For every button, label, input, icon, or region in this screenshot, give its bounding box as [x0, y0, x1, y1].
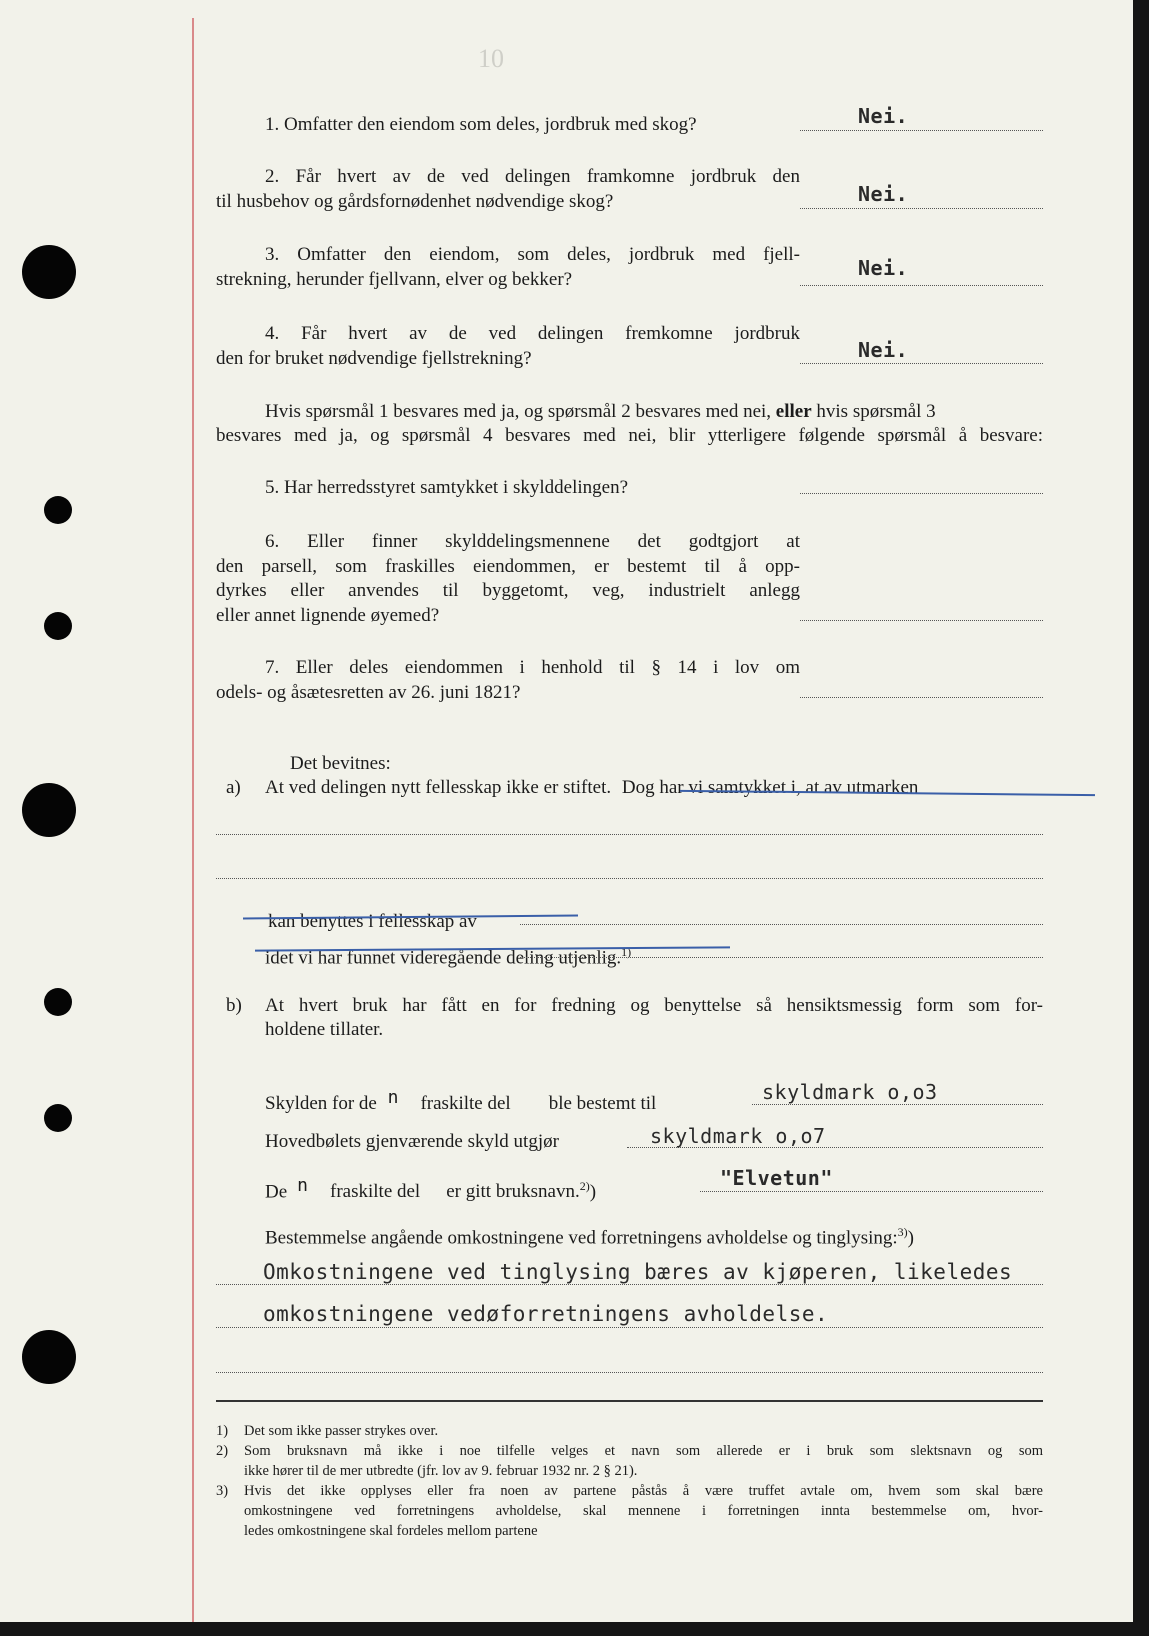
- footnote-3-line-2: omkostningene ved forretningens avholdelse, skal mennene i forretningen innta bestemmelse om, hvor-: [244, 1503, 1043, 1519]
- fill-line: [752, 1104, 1043, 1105]
- footnote-separator: [216, 1400, 1043, 1402]
- footnote-3-mark: 3): [216, 1483, 229, 1499]
- punch-hole: [22, 1330, 76, 1384]
- punch-hole: [44, 988, 72, 1016]
- item-b-line-1: At hvert bruk har fått en for fredning og benyttelse så hensiktsmessig form som for-: [265, 995, 1043, 1016]
- fill-line: [700, 1191, 1043, 1192]
- footnote-1-mark: 1): [216, 1423, 229, 1439]
- hovedbol-value: skyldmark o,o7: [650, 1124, 826, 1148]
- omkostning-line-2: omkostningene vedøforretningens avholdelse.: [263, 1302, 829, 1326]
- footnote-3-line-3: ledes omkostningene skal fordeles mellom partene: [244, 1523, 538, 1539]
- question-4-line-1: 4. Får hvert av de ved delingen fremkomne jordbruk: [265, 323, 800, 344]
- punch-hole: [22, 245, 76, 299]
- fill-line: [216, 878, 1043, 879]
- footnote-1-line-1: Det som ikke passer strykes over.: [244, 1423, 439, 1439]
- question-5: 5. Har herredsstyret samtykket i skylddelingen?: [265, 477, 629, 498]
- fill-line: [520, 924, 1043, 925]
- red-margin-line: [192, 18, 194, 1622]
- question-6-line-1: 6. Eller finner skylddelingsmennene det godtgjort at: [265, 531, 800, 552]
- item-a-label: a): [226, 777, 241, 798]
- fill-line: [216, 834, 1043, 835]
- answer-line: [800, 697, 1043, 698]
- skyld-label: Skylden for de n fraskilte del ble bestemt til: [265, 1087, 657, 1114]
- item-b-line-2: holdene tillater.: [265, 1019, 384, 1040]
- item-b-label: b): [226, 995, 242, 1016]
- page-number: 10: [478, 44, 504, 73]
- punch-hole: [44, 496, 72, 524]
- struck-line-3: idet vi har funnet videregående deling utjenlig.$^{1)}$: [265, 945, 632, 969]
- instruction-line-2: besvares med ja, og spørsmål 4 besvares med nei, blir ytterligere følgende spørsmål å besvare:: [216, 425, 1043, 446]
- question-3-line-2: strekning, herunder fjellvann, elver og bekker?: [216, 269, 573, 290]
- answer-line: [800, 493, 1043, 494]
- answer-line: [800, 285, 1043, 286]
- footnote-2-line-1: Som bruksnavn må ikke i noe tilfelle velges et navn som allerede er i bruk som slektsnavn og som: [244, 1443, 1043, 1459]
- punch-hole: [22, 783, 76, 837]
- bruksnavn-value: "Elvetun": [720, 1166, 833, 1190]
- question-3-line-1: 3. Omfatter den eiendom, som deles, jordbruk med fjell-: [265, 244, 800, 265]
- skyld-value: skyldmark o,o3: [762, 1080, 938, 1104]
- punch-hole: [44, 612, 72, 640]
- punch-hole: [44, 1104, 72, 1132]
- question-7-line-2: odels- og åsætesretten av 26. juni 1821?: [216, 682, 521, 703]
- answer-1: Nei.: [858, 104, 909, 128]
- instruction-line-1: Hvis spørsmål 1 besvares med ja, og spørsmål 2 besvares med nei, eller hvis spørsmål 3: [265, 401, 936, 422]
- fill-line: [520, 957, 1043, 958]
- answer-4: Nei.: [858, 338, 909, 362]
- answer-line: [800, 130, 1043, 131]
- fill-line: [216, 1284, 1043, 1285]
- question-6-line-2: den parsell, som fraskilles eiendommen, er bestemt til å opp-: [216, 556, 800, 577]
- question-4-line-2: den for bruket nødvendige fjellstrekning?: [216, 348, 532, 369]
- question-6-line-4: eller annet lignende øyemed?: [216, 605, 440, 626]
- footnote-3-line-1: Hvis det ikke opplyses eller fra noen av partene påstås å være truffet avtale om, hvem som skal bære: [244, 1483, 1043, 1499]
- footnote-2-line-2: ikke hører til de mer utbredte (jfr. lov av 9. februar 1932 nr. 2 § 21).: [244, 1463, 638, 1479]
- question-7-line-1: 7. Eller deles eiendommen i henhold til § 14 i lov om: [265, 657, 800, 678]
- answer-line: [800, 363, 1043, 364]
- question-2-line-2: til husbehov og gårdsfornødenhet nødvendige skog?: [216, 191, 614, 212]
- fill-line: [216, 1327, 1043, 1328]
- question-6-line-3: dyrkes eller anvendes til byggetomt, veg, industrielt anlegg: [216, 580, 800, 601]
- answer-line: [800, 208, 1043, 209]
- answer-2: Nei.: [858, 182, 909, 206]
- item-a-text: At ved delingen nytt fellesskap ikke er stiftet. Dog har vi samtykket i, at av utmarken: [265, 777, 919, 798]
- answer-line: [800, 620, 1043, 621]
- omkostning-label: Bestemmelse angående omkostningene ved forretningens avholdelse og tinglysing:$^{3)}$): [265, 1225, 914, 1249]
- bevitnes-heading: Det bevitnes:: [290, 753, 391, 774]
- answer-3: Nei.: [858, 256, 909, 280]
- struck-line-2: kan benyttes i fellesskap av: [268, 911, 477, 932]
- hovedbol-label: Hovedbølets gjenværende skyld utgjør: [265, 1131, 559, 1152]
- fill-line: [216, 1372, 1043, 1373]
- question-1: 1. Omfatter den eiendom som deles, jordbruk med skog?: [265, 114, 697, 135]
- footnote-2-mark: 2): [216, 1443, 229, 1459]
- bruksnavn-label: De n fraskilte del er gitt bruksnavn.$^{2)}$): [265, 1175, 597, 1203]
- question-2-line-1: 2. Får hvert av de ved delingen framkomne jordbruk den: [265, 166, 800, 187]
- omkostning-line-1: Omkostningene ved tinglysing bæres av kjøperen, likeledes: [263, 1260, 1013, 1284]
